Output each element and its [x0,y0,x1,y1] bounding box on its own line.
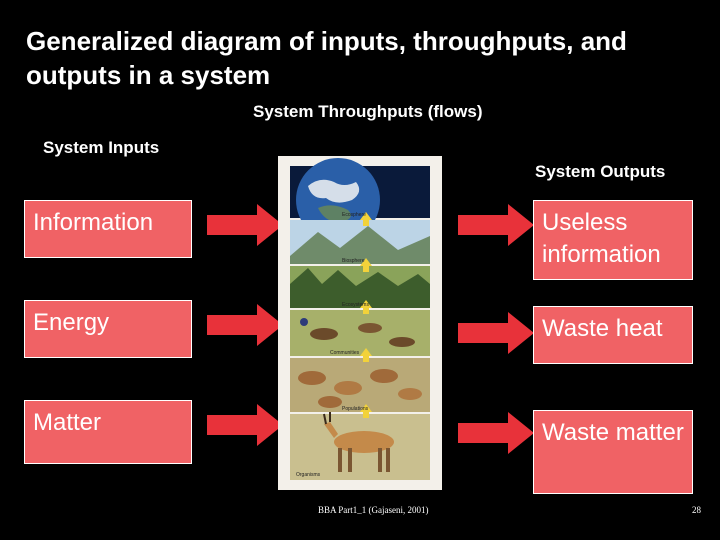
throughputs-label: System Throughputs (flows) [253,102,483,121]
output-arrow-waste-heat [458,312,538,354]
output-arrow-waste-matter [458,412,538,454]
output-box-useless-information: Useless information [533,200,693,280]
input-arrow-matter [207,404,287,446]
output-box-waste-heat: Waste heat [533,306,693,364]
layer-tag-populations: Populations [342,406,369,412]
layer-tag-communities: Communities [330,350,360,356]
output-box-waste-matter: Waste matter [533,410,693,494]
inputs-label: System Inputs [43,138,160,157]
output-arrow-useless-information [458,204,538,246]
slide-title: Generalized diagram of inputs, throughputs, and outputs in a system [26,26,627,90]
input-arrow-information [207,204,287,246]
footer-citation: BBA Part1_1 (Gajaseni, 2001) [318,505,429,515]
outputs-label: System Outputs [535,162,666,181]
layer-tag-biosphere: Biosphere [342,258,365,264]
ecology-hierarchy-illustration [278,156,442,490]
page-number: 28 [692,505,701,515]
layer-tag-ecosystems: Ecosystems [342,302,369,308]
layer-tag-organisms: Organisms [296,472,321,478]
layer-tag-ecosphere: Ecosphere [342,212,366,218]
input-box-matter: Matter [24,400,192,464]
input-box-energy: Energy [24,300,192,358]
input-box-information: Information [24,200,192,258]
input-arrow-energy [207,304,287,346]
